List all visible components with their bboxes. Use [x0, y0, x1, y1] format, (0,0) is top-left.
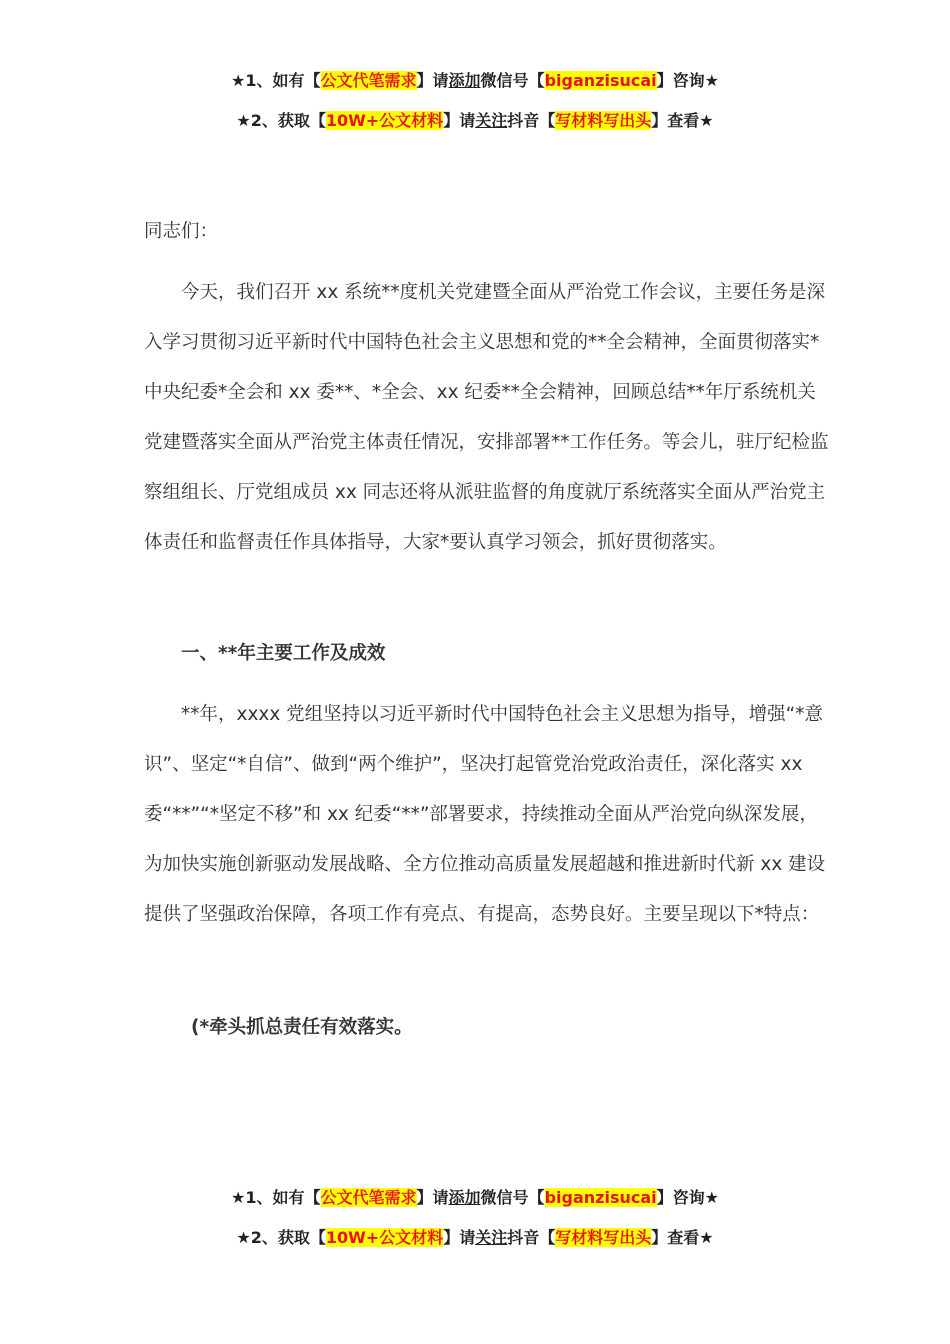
banner-text: 】请 [443, 1228, 476, 1247]
highlight-service: 公文代笔需求 [320, 71, 417, 90]
highlight-douyin: 写材料写出头 [555, 111, 652, 130]
banner-text: 微信号【 [480, 71, 545, 90]
highlight-service: 公文代笔需求 [320, 1188, 417, 1207]
body-paragraph-2 [144, 690, 834, 940]
banner-text: 】请 [416, 1188, 449, 1207]
banner-text: 微信号【 [480, 1188, 545, 1207]
banner-line-1 [0, 70, 950, 92]
highlight-douyin: 写材料写出头 [555, 1228, 652, 1247]
banner-text: 】请 [443, 111, 476, 130]
greeting: 同志们： [144, 221, 219, 242]
highlight-materials: 10W+公文材料 [325, 111, 444, 130]
banner-text: 抖音【 [507, 111, 556, 130]
banner-line-2 [0, 110, 950, 132]
highlight-wechat-id: biganzisucai [544, 1188, 657, 1207]
banner-text: ★2、获取【 [236, 111, 326, 130]
body-paragraph-1 [144, 268, 834, 568]
banner-text: 】查看★ [651, 1228, 714, 1247]
banner-text: ★2、获取【 [236, 1228, 326, 1247]
banner-text: 】咨询★ [656, 71, 719, 90]
underlined-text: 关注 [475, 1228, 508, 1247]
banner-text: 】咨询★ [656, 1188, 719, 1207]
section-heading-2: (*牵头抓总责任有效落实。 [191, 1017, 413, 1038]
footer-banner [0, 1187, 950, 1249]
banner-text: 抖音【 [507, 1228, 556, 1247]
banner-text: 】请 [416, 71, 449, 90]
banner-line-1 [0, 1187, 950, 1209]
paragraph-text: 今天，我们召开 xx 系统**度机关党建暨全面从严治党工作会议，主要任务是深入学习贯彻习近平新时代中国特色社会主义思想和党的**全会精神，全面贯彻落实*中央纪委*全会和 xx 委**、*全会、xx 纪委**全会精神，回顾总结**年厅系统机关党建暨落实全面从严治党主体责任情况，安排部署**工作任务。等会儿，驻厅纪检监察组组长、厅党组成员 xx 同志还将从派驻监督的角度就厅系统落实全面从严治党主体责任和监督责任作具体指导，大家*要认真学习领会，抓好贯彻落实。 [144, 282, 829, 553]
section-heading-1: 一、**年主要工作及成效 [181, 643, 386, 664]
banner-line-2 [0, 1227, 950, 1249]
banner-text: 】查看★ [651, 111, 714, 130]
underlined-text: 添加 [448, 1188, 481, 1207]
underlined-text: 添加 [448, 71, 481, 90]
paragraph-text: **年，xxxx 党组坚持以习近平新时代中国特色社会主义思想为指导，增强“*意识”、坚定“*自信”、做到“两个维护”，坚决打起管党治党政治责任，深化落实 xx 委“**”“*坚定不移”和 xx 纪委“**”部署要求，持续推动全面从严治党向纵深发展，为加快实施创新驱动发展战略、全方位推动高质量发展超越和推进新时代新 xx 建设提供了坚强政治保障，各项工作有亮点、有提高，态势良好。主要呈现以下*特点： [144, 704, 826, 925]
underlined-text: 关注 [475, 111, 508, 130]
highlight-wechat-id: biganzisucai [544, 71, 657, 90]
header-banner [0, 70, 950, 132]
banner-text: ★1、如有【 [231, 71, 321, 90]
banner-text: ★1、如有【 [231, 1188, 321, 1207]
highlight-materials: 10W+公文材料 [325, 1228, 444, 1247]
